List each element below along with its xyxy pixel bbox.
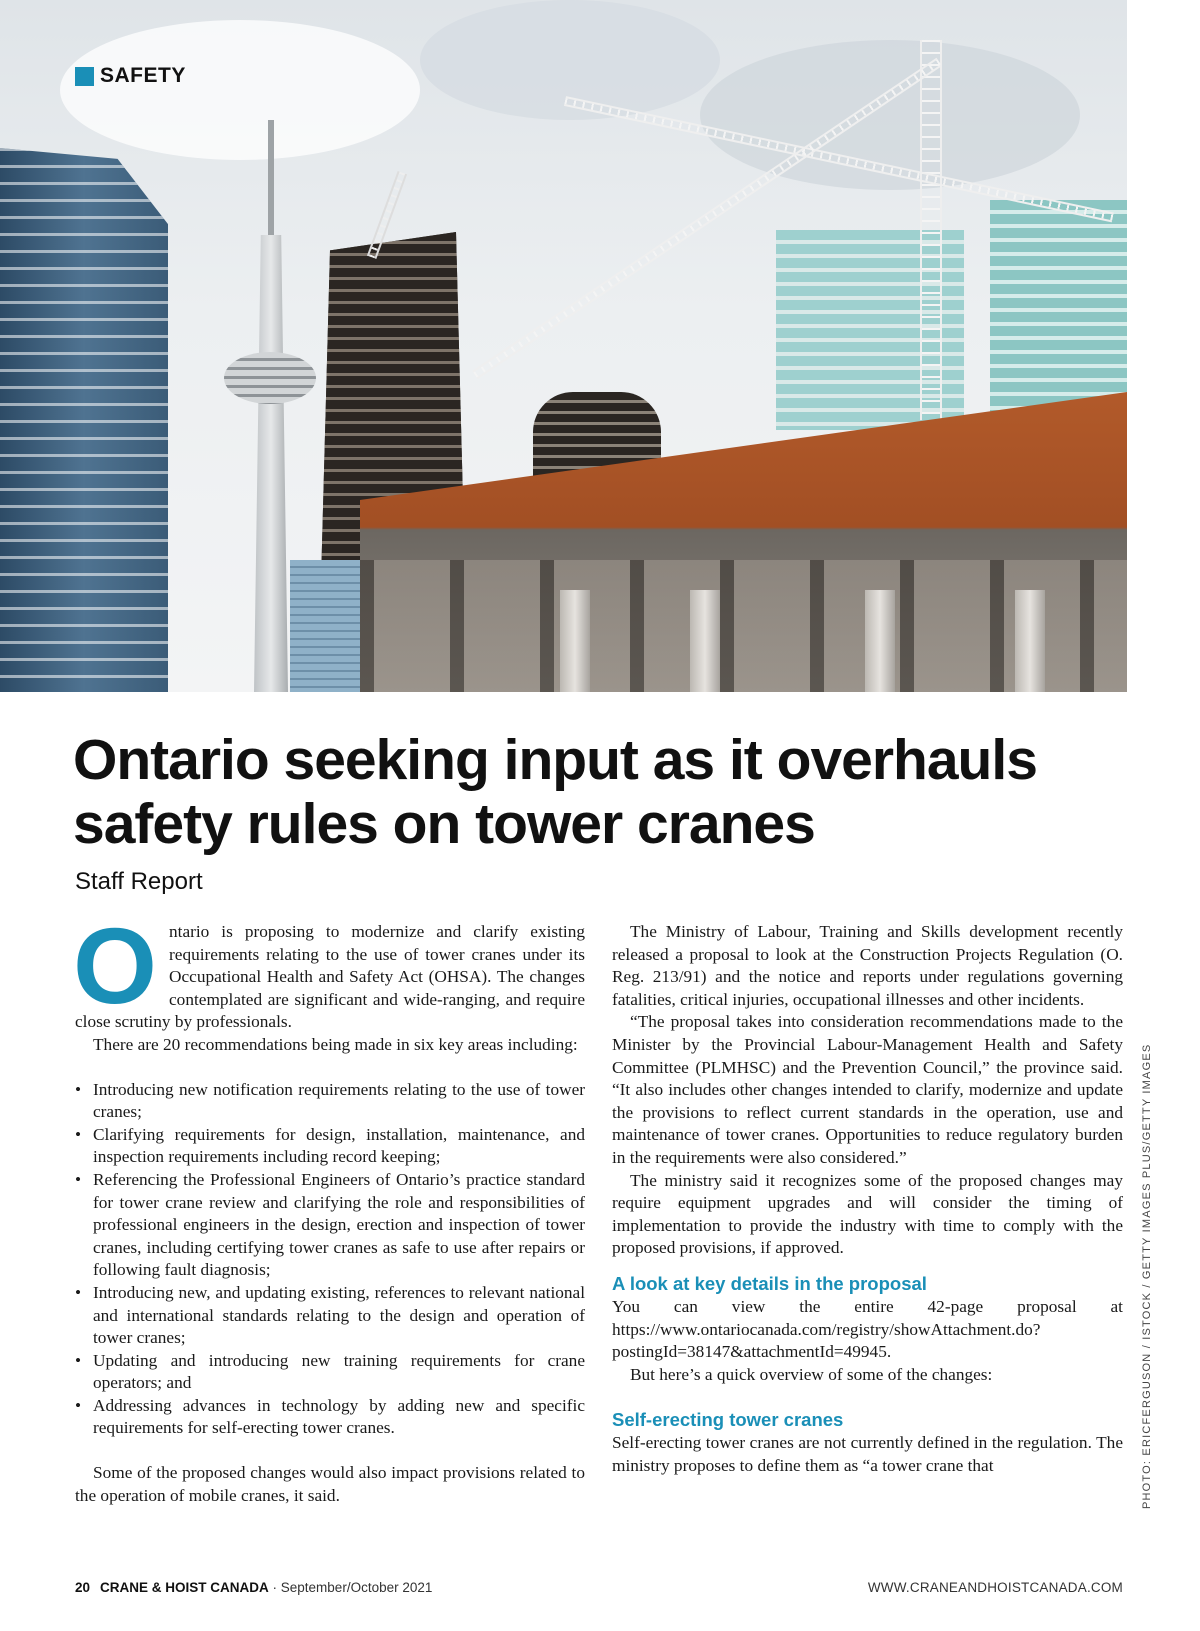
paragraph: The ministry said it recognizes some of the proposed changes may require equipment upgrades and will consider the timing of implementation to provide the industry with time to comply with the proposed provisions, if approved. [612,1170,1123,1258]
paragraph: “The proposal takes into consideration recommendations made to the Minister by the Provincial Labour-Management Health and Safety Committee (PLMHSC) and the Prevention Council,” the province said. “It also includes other changes intended to clarify, modernize and update the provisions to reflect current standards in the operation, use and maintenance of tower cranes. Opportunities to reduce regulatory burden in the requirements were also considered.” [612,1012,1123,1167]
article-headline: Ontario seeking input as it overhauls safety rules on tower cranes [73,728,1037,856]
paragraph: There are 20 recommendations being made in six key areas including: [93,1034,578,1054]
cn-tower [254,235,288,692]
hero-photo [0,0,1127,692]
section-tag [75,64,186,88]
tower-crane-mast [920,40,942,420]
list-item: • Updating and introducing new training requirements for crane operators; and [75,1350,585,1395]
concrete-column [690,590,720,692]
paragraph: You can view the entire 42-page proposal at https://www.ontariocanada.com/registry/showAttachment.do?postingId=38147&attachmentId=49945. [612,1296,1123,1362]
condo-tower-left [0,148,168,692]
recommendations-list [75,1079,585,1441]
paragraph: But here’s a quick overview of some of the changes: [630,1364,993,1384]
paragraph: Some of the proposed changes would also impact provisions related to the operation of mobile cranes, it said. [75,1463,585,1505]
paragraph: Self-erecting tower cranes are not currently defined in the regulation. The ministry proposes to define them as “a tower crane that [612,1433,1123,1475]
photo-credit: PHOTO: ERICFERGUSON / ISTOCK / GETTY IMAGES PLUS/GETTY IMAGES [1141,1043,1153,1509]
byline: Staff Report [75,868,203,895]
list-item: • Addressing advances in technology by adding new and specific requirements for self-erecting tower cranes. [75,1395,585,1440]
cn-tower-spire [268,120,274,250]
drop-cap: O [73,905,158,1026]
list-item: • Clarifying requirements for design, installation, maintenance, and inspection requirements including record keeping; [75,1124,585,1169]
paragraph: The Ministry of Labour, Training and Skills development recently released a proposal to look at the Construction Projects Regulation (O. Reg. 213/91) and the notice and reports under regulations governing fatalities, critical injuries, occupational illnesses and other incidents. [612,922,1123,1009]
section-square-icon [75,67,94,86]
list-item: • Introducing new notification requirements relating to the use of tower cranes; [75,1079,585,1124]
page-number: 20 [75,1580,91,1595]
list-item: • Referencing the Professional Engineers of Ontario’s practice standard for tower crane review and clarifying the role and responsibilities of professional engineers in the design, erection and inspection of tower cranes, including certifying tower cranes as safe to use after repairs or following fault diagnosis; [75,1169,585,1282]
subheading: A look at key details in the proposal [612,1272,927,1294]
lead-paragraph: Ontario is proposing to modernize and clarify existing requirements relating to the use of tower cranes under its Occupational Health and Safety Act (OHSA). The changes contemplated are significant and wide-ranging, and require close scrutiny by professionals. [73,905,585,1032]
body-column-left [73,905,585,1507]
website-link[interactable]: WWW.CRANEANDHOISTCANADA.COM [867,1580,1123,1595]
glass-tower-far-right [990,200,1127,420]
body-column-right [612,921,1123,1477]
concrete-column [1015,590,1045,692]
footer-folio [75,1580,432,1595]
issue-date: · September/October 2021 [268,1580,433,1595]
section-label: SAFETY [100,64,186,87]
cn-tower-pod [224,352,316,404]
magazine-name: CRANE & HOIST CANADA [100,1580,269,1595]
concrete-column [865,590,895,692]
concrete-column [560,590,590,692]
subheading: Self-erecting tower cranes [612,1409,844,1431]
list-item: • Introducing new, and updating existing, references to relevant national and international standards relating to the design and operation of tower cranes; [75,1282,585,1350]
